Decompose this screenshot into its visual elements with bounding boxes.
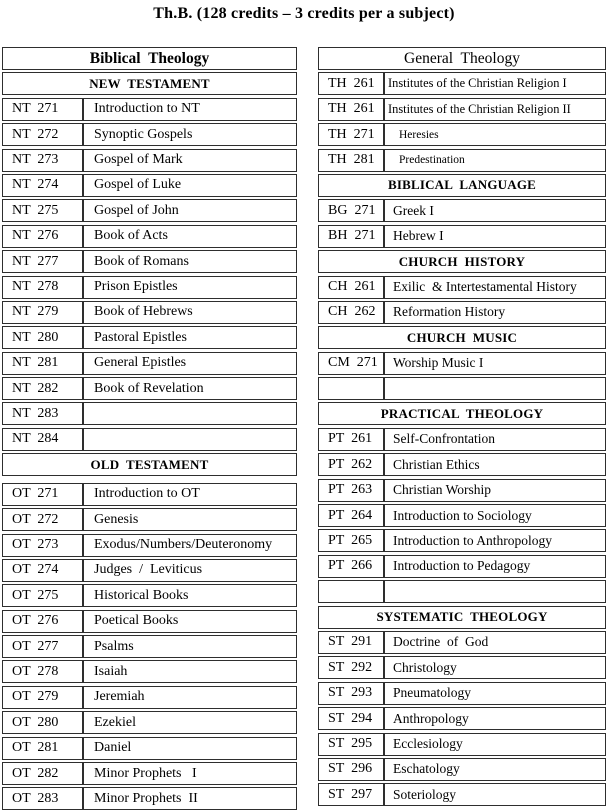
course-row: [318, 707, 606, 730]
course-code-cell: CH 262: [318, 301, 384, 324]
page-title: Th.B. (128 credits – 3 credits per a subject): [153, 5, 455, 22]
course-code-cell: NT 278: [2, 276, 83, 299]
course-code-cell: NT 275: [2, 199, 83, 222]
course-code-cell: PT 262: [318, 453, 384, 476]
course-code-cell: PT 261: [318, 428, 384, 451]
course-row: [318, 428, 606, 451]
course-name-cell: Book of Hebrews: [83, 301, 297, 324]
section-header-row: [318, 402, 606, 425]
course-name-cell: [384, 377, 606, 400]
course-row: [2, 762, 297, 785]
course-name-cell: Gospel of Luke: [83, 174, 297, 197]
course-code-cell: PT 265: [318, 529, 384, 552]
course-name-cell: [384, 580, 606, 603]
course-code-cell: NT 272: [2, 123, 83, 146]
course-name-cell: Eschatology: [384, 758, 606, 781]
course-row: [318, 98, 606, 121]
course-row: [2, 352, 297, 375]
course-name-cell: Exodus/Numbers/Deuteronomy: [83, 534, 297, 557]
course-row: [2, 584, 297, 607]
course-code-cell: NT 280: [2, 326, 83, 349]
course-name-cell: Introduction to Anthropology: [384, 529, 606, 552]
course-row: [2, 326, 297, 349]
course-name-cell: Worship Music I: [384, 352, 606, 375]
course-name-cell: Christology: [384, 656, 606, 679]
course-row: [2, 174, 297, 197]
course-code-cell: CM 271: [318, 352, 384, 375]
course-code-cell: TH 281: [318, 149, 384, 172]
course-code-cell: OT 271: [2, 483, 83, 506]
section-header-label: CHURCH MUSIC: [318, 326, 606, 349]
course-row: [318, 733, 606, 756]
course-name-cell: Pneumatology: [384, 682, 606, 705]
course-row: [2, 686, 297, 709]
course-name-cell: Genesis: [83, 508, 297, 531]
course-row: [2, 508, 297, 531]
course-name-cell: Anthropology: [384, 707, 606, 730]
course-row: [318, 199, 606, 222]
course-row: [2, 402, 297, 425]
course-name-cell: Institutes of the Christian Religion II: [384, 98, 606, 121]
course-row: [2, 787, 297, 810]
course-row: [2, 559, 297, 582]
course-code-cell: OT 283: [2, 787, 83, 810]
course-name-cell: Reformation History: [384, 301, 606, 324]
course-code-cell: ST 296: [318, 758, 384, 781]
course-code-cell: ST 295: [318, 733, 384, 756]
course-name-cell: Psalms: [83, 635, 297, 658]
course-name-cell: Gospel of John: [83, 199, 297, 222]
course-code-cell: [318, 580, 384, 603]
course-name-cell: Institutes of the Christian Religion I: [384, 72, 606, 95]
course-row: [318, 504, 606, 527]
course-name-cell: Isaiah: [83, 660, 297, 683]
course-row: [318, 276, 606, 299]
course-name-cell: Ezekiel: [83, 711, 297, 734]
table-title: Biblical Theology: [2, 47, 297, 70]
course-row: [318, 377, 606, 400]
course-row: [2, 635, 297, 658]
course-name-cell: Historical Books: [83, 584, 297, 607]
section-header-row: [318, 250, 606, 273]
course-code-cell: OT 282: [2, 762, 83, 785]
course-row: [2, 123, 297, 146]
course-row: [318, 783, 606, 806]
course-code-cell: OT 280: [2, 711, 83, 734]
course-name-cell: General Epistles: [83, 352, 297, 375]
course-name-cell: Introduction to Sociology: [384, 504, 606, 527]
course-row: [2, 610, 297, 633]
course-row: [318, 682, 606, 705]
biblical-theology-table: [2, 47, 297, 811]
course-row: [318, 453, 606, 476]
course-code-cell: OT 273: [2, 534, 83, 557]
course-name-cell: Soteriology: [384, 783, 606, 806]
course-row: [2, 660, 297, 683]
course-code-cell: NT 283: [2, 402, 83, 425]
course-name-cell: Book of Revelation: [83, 377, 297, 400]
course-code-cell: NT 282: [2, 377, 83, 400]
course-row: [2, 483, 297, 506]
course-row: [318, 631, 606, 654]
course-name-cell: Synoptic Gospels: [83, 123, 297, 146]
course-name-cell: Ecclesiology: [384, 733, 606, 756]
course-code-cell: PT 263: [318, 479, 384, 502]
section-header-row: [2, 72, 297, 95]
course-code-cell: ST 294: [318, 707, 384, 730]
course-code-cell: OT 274: [2, 559, 83, 582]
course-code-cell: NT 274: [2, 174, 83, 197]
course-name-cell: [83, 428, 297, 451]
course-row: [318, 479, 606, 502]
course-name-cell: Introduction to NT: [83, 98, 297, 121]
course-name-cell: Prison Epistles: [83, 276, 297, 299]
course-row: [318, 352, 606, 375]
course-row: [318, 72, 606, 95]
course-row: [318, 758, 606, 781]
course-name-cell: Daniel: [83, 737, 297, 760]
course-code-cell: NT 277: [2, 250, 83, 273]
course-row: [2, 250, 297, 273]
course-code-cell: NT 279: [2, 301, 83, 324]
course-name-cell: Exilic & Intertestamental History: [384, 276, 606, 299]
course-row: [318, 656, 606, 679]
course-row: [2, 711, 297, 734]
course-row: [318, 555, 606, 578]
course-code-cell: TH 261: [318, 98, 384, 121]
course-code-cell: NT 271: [2, 98, 83, 121]
course-name-cell: Introduction to OT: [83, 483, 297, 506]
course-name-cell: Poetical Books: [83, 610, 297, 633]
course-name-cell: Gospel of Mark: [83, 149, 297, 172]
course-code-cell: NT 284: [2, 428, 83, 451]
course-code-cell: OT 278: [2, 660, 83, 683]
course-row: [318, 225, 606, 248]
course-code-cell: PT 266: [318, 555, 384, 578]
course-name-cell: Greek I: [384, 199, 606, 222]
course-row: [2, 276, 297, 299]
general-theology-table: [318, 47, 606, 809]
course-row: [2, 149, 297, 172]
section-header-label: CHURCH HISTORY: [318, 250, 606, 273]
table-title-row: [318, 47, 606, 70]
course-code-cell: OT 276: [2, 610, 83, 633]
course-name-cell: Doctrine of God: [384, 631, 606, 654]
course-row: [2, 377, 297, 400]
course-code-cell: OT 281: [2, 737, 83, 760]
course-code-cell: NT 273: [2, 149, 83, 172]
course-row: [2, 534, 297, 557]
course-name-cell: Book of Romans: [83, 250, 297, 273]
course-row: [2, 428, 297, 451]
course-code-cell: ST 297: [318, 783, 384, 806]
section-header-row: [318, 174, 606, 197]
course-code-cell: BH 271: [318, 225, 384, 248]
course-code-cell: OT 275: [2, 584, 83, 607]
course-code-cell: ST 292: [318, 656, 384, 679]
course-name-cell: Self-Confrontation: [384, 428, 606, 451]
course-name-cell: Jeremiah: [83, 686, 297, 709]
course-row: [318, 149, 606, 172]
section-header-label: NEW TESTAMENT: [2, 72, 297, 95]
course-row: [2, 737, 297, 760]
course-code-cell: NT 281: [2, 352, 83, 375]
course-code-cell: CH 261: [318, 276, 384, 299]
section-header-row: [318, 326, 606, 349]
section-header-row: [2, 453, 297, 476]
section-header-label: SYSTEMATIC THEOLOGY: [318, 606, 606, 629]
course-code-cell: [318, 377, 384, 400]
section-header-label: PRACTICAL THEOLOGY: [318, 402, 606, 425]
course-name-cell: Predestination: [384, 149, 606, 172]
course-row: [318, 529, 606, 552]
section-header-label: OLD TESTAMENT: [2, 453, 297, 476]
course-code-cell: TH 261: [318, 72, 384, 95]
table-title-row: [2, 47, 297, 70]
course-name-cell: Minor Prophets I: [83, 762, 297, 785]
course-name-cell: Book of Acts: [83, 225, 297, 248]
course-code-cell: OT 272: [2, 508, 83, 531]
section-header-label: BIBLICAL LANGUAGE: [318, 174, 606, 197]
course-name-cell: Christian Worship: [384, 479, 606, 502]
course-row: [2, 225, 297, 248]
table-title: General Theology: [318, 47, 606, 70]
course-name-cell: Christian Ethics: [384, 453, 606, 476]
course-name-cell: Heresies: [384, 123, 606, 146]
course-name-cell: [83, 402, 297, 425]
course-code-cell: PT 264: [318, 504, 384, 527]
course-code-cell: NT 276: [2, 225, 83, 248]
course-row: [318, 123, 606, 146]
course-row: [2, 301, 297, 324]
course-name-cell: Introduction to Pedagogy: [384, 555, 606, 578]
course-name-cell: Hebrew I: [384, 225, 606, 248]
section-header-row: [318, 606, 606, 629]
course-name-cell: Pastoral Epistles: [83, 326, 297, 349]
course-code-cell: ST 291: [318, 631, 384, 654]
course-code-cell: BG 271: [318, 199, 384, 222]
course-code-cell: ST 293: [318, 682, 384, 705]
course-row: [318, 580, 606, 603]
course-row: [318, 301, 606, 324]
course-row: [2, 98, 297, 121]
course-row: [2, 199, 297, 222]
course-name-cell: Judges / Leviticus: [83, 559, 297, 582]
course-code-cell: OT 279: [2, 686, 83, 709]
course-code-cell: TH 271: [318, 123, 384, 146]
course-code-cell: OT 277: [2, 635, 83, 658]
course-name-cell: Minor Prophets II: [83, 787, 297, 810]
